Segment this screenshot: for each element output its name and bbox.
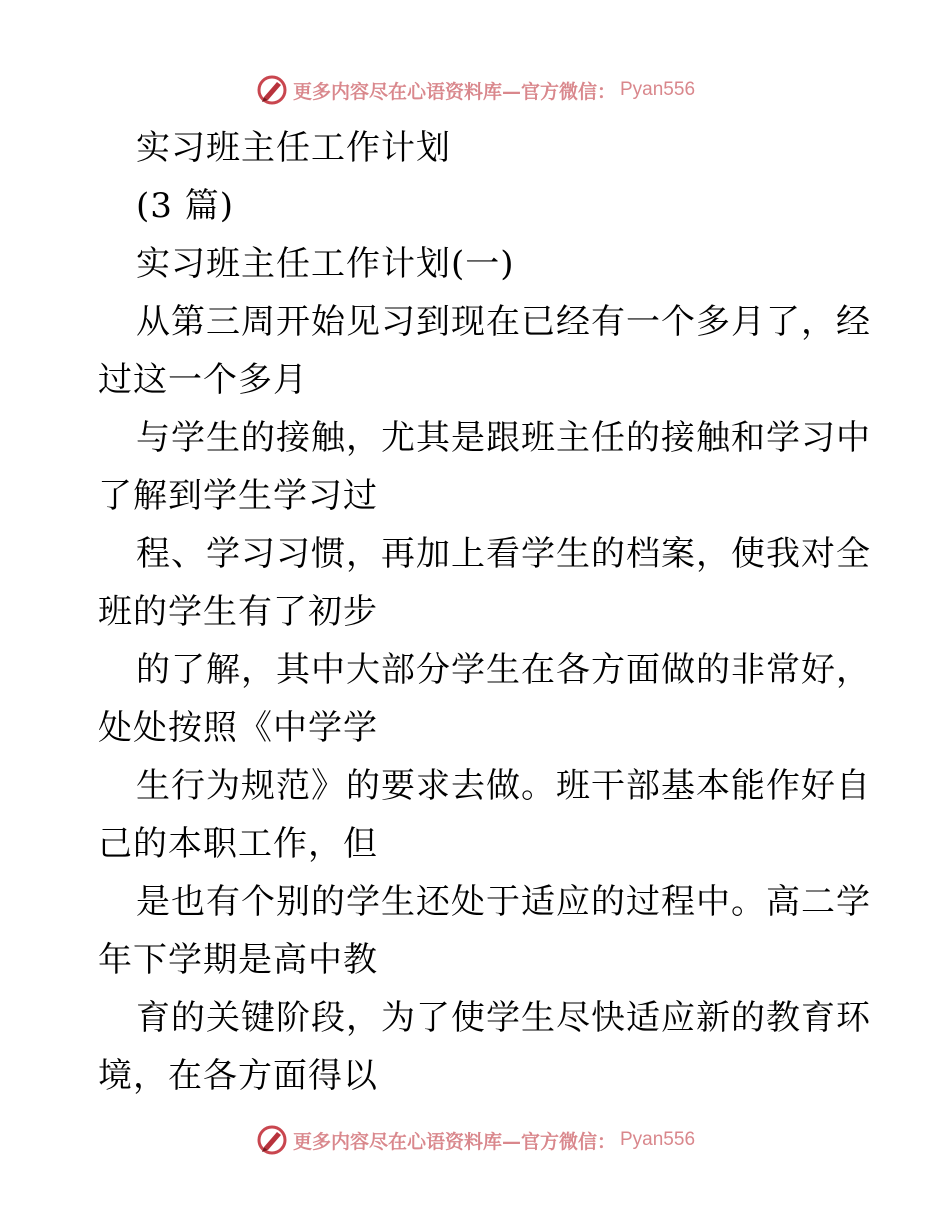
body-line: 年下学期是高中教 (98, 940, 378, 980)
body-line: 是也有个别的学生还处于适应的过程中。高二学 (136, 882, 871, 922)
body-line: 的了解，其中大部分学生在各方面做的非常好， (136, 650, 871, 690)
document-title: 实习班主任工作计划 (136, 128, 451, 168)
body-line: 育的关键阶段，为了使学生尽快适应新的教育环 (136, 998, 871, 1038)
header-banner-content (255, 73, 695, 107)
document-count: (3 篇) (136, 186, 234, 226)
body-line: 程、学习习惯，再加上看学生的档案，使我对全 (136, 534, 871, 574)
body-line: 与学生的接触，尤其是跟班主任的接触和学习中 (136, 418, 871, 458)
section-heading: 实习班主任工作计划(一) (136, 244, 515, 284)
header-banner-text: 更多内容尽在心语资料库—官方微信： (292, 80, 616, 103)
body-line: 己的本职工作，但 (98, 824, 378, 864)
footer-banner-wechat-id: Pyan556 (620, 1129, 696, 1150)
footer-banner-text: 更多内容尽在心语资料库—官方微信： (292, 1130, 616, 1153)
body-line: 生行为规范》的要求去做。班干部基本能作好自 (136, 766, 871, 806)
body-line: 班的学生有了初步 (98, 592, 378, 632)
body-line: 处处按照《中学学 (98, 708, 378, 748)
body-line: 从第三周开始见习到现在已经有一个多月了，经 (136, 302, 871, 342)
footer-banner-content (255, 1123, 695, 1157)
header-banner-wechat-id: Pyan556 (620, 79, 696, 100)
pen-logo-icon (255, 1123, 289, 1157)
body-line: 过这一个多月 (98, 360, 308, 400)
footer-banner (0, 1120, 950, 1160)
body-line: 了解到学生学习过 (98, 476, 378, 516)
body-line: 境，在各方面得以 (98, 1056, 378, 1096)
pen-logo-icon (255, 73, 289, 107)
header-banner (0, 70, 950, 110)
